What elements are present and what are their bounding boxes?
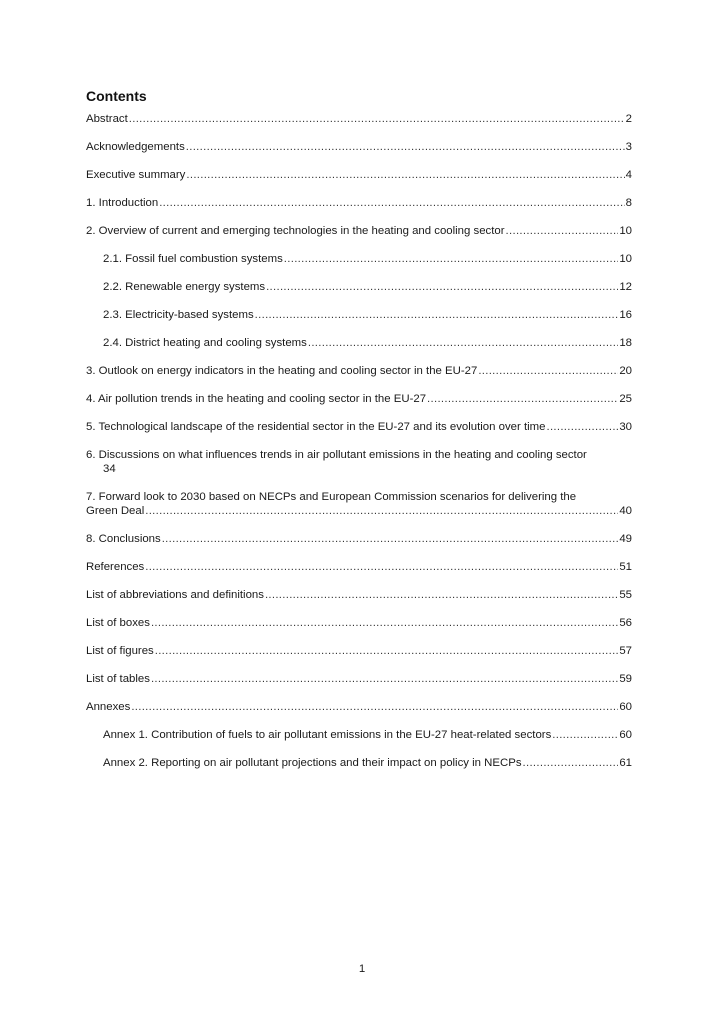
toc-entry-text: List of abbreviations and definitions bbox=[86, 589, 264, 601]
toc-entry-list-of-tables[interactable] bbox=[86, 672, 632, 686]
dot-leader bbox=[552, 728, 618, 742]
contents-heading: Contents bbox=[86, 88, 147, 104]
toc-entry-page: 25 bbox=[619, 393, 632, 405]
dot-leader bbox=[546, 420, 618, 434]
dot-leader bbox=[151, 616, 618, 630]
toc-entry-text: Annex 2. Reporting on air pollutant projections and their impact on policy in NECPs bbox=[103, 757, 522, 769]
dot-leader bbox=[129, 112, 625, 126]
dot-leader bbox=[478, 364, 618, 378]
page-number: 1 bbox=[358, 963, 366, 975]
toc-entry-text: References bbox=[86, 561, 145, 573]
toc-entry-technological-landscape[interactable] bbox=[86, 420, 632, 434]
dot-leader bbox=[155, 644, 619, 658]
toc-entry-conclusions[interactable] bbox=[86, 532, 632, 546]
toc-entry-abbreviations[interactable] bbox=[86, 588, 632, 602]
toc-entry-annex-2[interactable] bbox=[86, 756, 632, 770]
dot-leader bbox=[265, 588, 618, 602]
toc-entry-text: 2.4. District heating and cooling systems bbox=[103, 337, 307, 349]
toc-entry-page: 57 bbox=[619, 645, 632, 657]
dot-leader bbox=[151, 672, 618, 686]
toc-entry-renewable[interactable] bbox=[86, 280, 632, 294]
toc-entry-acknowledgements[interactable] bbox=[86, 140, 632, 154]
toc-entry-page: 12 bbox=[619, 281, 632, 293]
toc-entry-text: 5. Technological landscape of the residential sector in the EU-27 and its evolution over time bbox=[86, 421, 546, 433]
dot-leader bbox=[186, 140, 625, 154]
dot-leader bbox=[255, 308, 619, 322]
toc-entry-text: 2. Overview of current and emerging technologies in the heating and cooling sector bbox=[86, 225, 505, 237]
toc-entry-text: Annex 1. Contribution of fuels to air pollutant emissions in the EU-27 heat-related sectors bbox=[103, 729, 552, 741]
toc-entry-page: 4 bbox=[625, 169, 632, 181]
dot-leader bbox=[131, 700, 618, 714]
dot-leader bbox=[162, 532, 619, 546]
toc-entry-page: 3 bbox=[625, 141, 632, 153]
toc-entry-introduction[interactable] bbox=[86, 196, 632, 210]
toc-entry-page: 10 bbox=[619, 253, 632, 265]
toc-entry-text: 3. Outlook on energy indicators in the heating and cooling sector in the EU-27 bbox=[86, 365, 478, 377]
toc-entry-text: 2.1. Fossil fuel combustion systems bbox=[103, 253, 283, 265]
toc-entry-page: 51 bbox=[619, 561, 632, 573]
toc-entry-text-continued: Green Deal bbox=[86, 505, 145, 517]
toc-entry-forward-look[interactable] bbox=[86, 490, 632, 518]
toc-entry-list-of-figures[interactable] bbox=[86, 644, 632, 658]
toc-entry-fossil-fuel[interactable] bbox=[86, 252, 632, 266]
toc-entry-page: 61 bbox=[619, 757, 632, 769]
toc-entry-page: 8 bbox=[625, 197, 632, 209]
toc-entry-page: 60 bbox=[619, 729, 632, 741]
toc-entry-text: 8. Conclusions bbox=[86, 533, 161, 545]
dot-leader bbox=[159, 196, 624, 210]
toc-entry-page: 16 bbox=[619, 309, 632, 321]
toc-entry-annexes[interactable] bbox=[86, 700, 632, 714]
toc-entry-district-heating[interactable] bbox=[86, 336, 632, 350]
toc-entry-discussions[interactable] bbox=[86, 448, 632, 476]
toc-entry-air-pollution-trends[interactable] bbox=[86, 392, 632, 406]
toc-entry-text: Acknowledgements bbox=[86, 141, 185, 153]
toc-entry-text: List of tables bbox=[86, 673, 150, 685]
toc-entry-text: Abstract bbox=[86, 113, 128, 125]
dot-leader bbox=[427, 392, 618, 406]
toc-entry-abstract[interactable] bbox=[86, 112, 632, 126]
dot-leader bbox=[145, 560, 618, 574]
dot-leader bbox=[506, 224, 619, 238]
dot-leader bbox=[266, 280, 618, 294]
toc-entry-page: 34 bbox=[103, 463, 116, 475]
toc-entry-text: 1. Introduction bbox=[86, 197, 159, 209]
toc-entry-electricity[interactable] bbox=[86, 308, 632, 322]
toc-entry-text: 6. Discussions on what influences trends in air pollutant emissions in the heating and cooling sector bbox=[86, 449, 587, 461]
toc-entry-page: 10 bbox=[619, 225, 632, 237]
dot-leader bbox=[284, 252, 619, 266]
toc-entry-page: 30 bbox=[619, 421, 632, 433]
toc-entry-page: 2 bbox=[625, 113, 632, 125]
toc-entry-text: 2.3. Electricity-based systems bbox=[103, 309, 254, 321]
toc-entry-page: 60 bbox=[619, 701, 632, 713]
toc-entry-overview[interactable] bbox=[86, 224, 632, 238]
toc-entry-references[interactable] bbox=[86, 560, 632, 574]
toc-entry-list-of-boxes[interactable] bbox=[86, 616, 632, 630]
toc-entry-text: 4. Air pollution trends in the heating and cooling sector in the EU-27 bbox=[86, 393, 427, 405]
toc-entry-page: 59 bbox=[619, 673, 632, 685]
table-of-contents bbox=[86, 112, 632, 784]
toc-entry-page: 49 bbox=[619, 533, 632, 545]
toc-entry-text: Annexes bbox=[86, 701, 131, 713]
toc-entry-annex-1[interactable] bbox=[86, 728, 632, 742]
toc-entry-page: 55 bbox=[619, 589, 632, 601]
toc-entry-outlook[interactable] bbox=[86, 364, 632, 378]
toc-entry-text: 7. Forward look to 2030 based on NECPs and European Commission scenarios for delivering the bbox=[86, 491, 577, 503]
toc-entry-executive-summary[interactable] bbox=[86, 168, 632, 182]
toc-entry-text: 2.2. Renewable energy systems bbox=[103, 281, 266, 293]
dot-leader bbox=[308, 336, 618, 350]
dot-leader bbox=[523, 756, 619, 770]
toc-entry-page: 18 bbox=[619, 337, 632, 349]
dot-leader bbox=[186, 168, 624, 182]
toc-entry-text: List of boxes bbox=[86, 617, 150, 629]
toc-entry-text: Executive summary bbox=[86, 169, 186, 181]
dot-leader bbox=[145, 504, 618, 518]
toc-entry-page: 56 bbox=[619, 617, 632, 629]
toc-entry-continuation bbox=[86, 504, 632, 518]
toc-entry-page: 20 bbox=[619, 365, 632, 377]
toc-entry-page: 40 bbox=[619, 505, 632, 517]
toc-entry-text: List of figures bbox=[86, 645, 154, 657]
